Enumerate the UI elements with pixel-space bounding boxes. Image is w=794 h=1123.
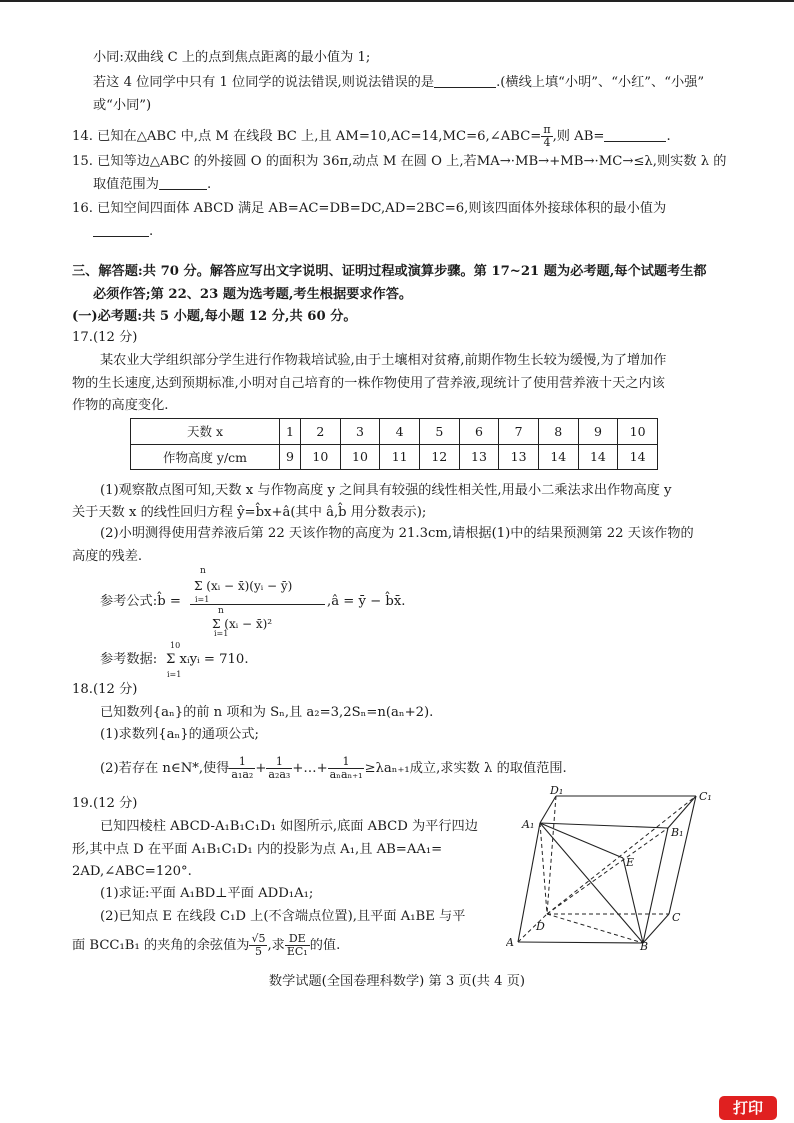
table-cell: 1 [280, 419, 301, 445]
table-row-height [131, 444, 658, 470]
table-cell: 9 [578, 419, 618, 445]
frac-den: EC₁ [286, 945, 308, 958]
q17-formula-fraction [190, 566, 325, 636]
formula-numerator: Σ (xᵢ − x̄)(yᵢ − ȳ) [194, 579, 293, 593]
q19-text-b: ,求 [267, 938, 285, 953]
table-cell: 4 [380, 419, 420, 445]
q19-line2: 形,其中点 D 在平面 A₁B₁C₁D₁ 内的投影为点 A₁,且 AB=AA₁= [72, 842, 443, 857]
q14-text-c: . [666, 129, 671, 144]
edge-d1a1 [540, 796, 556, 823]
table-cell: 10 [301, 444, 341, 470]
table-cell: 6 [459, 419, 499, 445]
section3-required-line: (一)必考题:共 5 小题,每小题 12 分,共 60 分。 [72, 309, 357, 324]
line-a1b [540, 823, 643, 943]
print-button[interactable]: 打印 [719, 1096, 777, 1120]
table-cell: 12 [419, 444, 459, 470]
question-14 [72, 124, 671, 149]
line-dc1-hidden [547, 796, 696, 914]
table-cell: 2 [301, 419, 341, 445]
q19-part1: (1)求证:平面 A₁BD⊥平面 ADD₁A₁; [100, 886, 314, 901]
q13-answer-blank [434, 73, 496, 88]
question-15-line2 [93, 175, 211, 195]
label-d: D [536, 920, 545, 933]
edge-d1d-hidden [547, 796, 556, 914]
q14-answer-blank [604, 127, 666, 142]
formula-den-sum-bottom: i=1 [214, 629, 229, 638]
table-cell: 14 [618, 444, 658, 470]
frac-den: 5 [254, 945, 262, 958]
q15-text-c: . [206, 177, 212, 192]
q19-number: 19.(12 分) [72, 796, 138, 811]
table-cell: 13 [499, 444, 539, 470]
q17-part1-line1: (1)观察散点图可知,天数 x 与作物高度 y 之间具有较强的线性相关性,用最小二乘法求出作物高度 y [100, 483, 672, 498]
q18-part2-text-b: ≥λaₙ₊₁成立,求实数 λ 的取值范围. [364, 761, 567, 776]
label-e: E [626, 856, 635, 869]
formula-denominator: Σ (xᵢ − x̄)² [212, 617, 273, 631]
edge-bc [643, 914, 669, 943]
q13-continuation-line2 [93, 73, 704, 93]
q18-fraction-1 [229, 756, 255, 781]
q17-refdata-value: Σ xᵢyᵢ = 710. [166, 652, 249, 667]
q19-part2-line1: (2)已知点 E 在线段 C₁D 上(不含端点位置),且平面 A₁BE 与平 [100, 909, 466, 924]
label-d1: D₁ [550, 786, 564, 797]
table-header-height: 作物高度 y/cm [131, 444, 280, 470]
q13-text-b: .(横线上填“小明”、“小红”、“小强” [496, 75, 705, 90]
table-row-days [131, 419, 658, 445]
q18-part2-text-a: (2)若存在 n∈N*,使得 [100, 761, 230, 776]
q17-data-table [130, 418, 658, 470]
q18-part2 [100, 753, 567, 785]
q14-text-a: 14. 已知在△ABC 中,点 M 在线段 BC 上,且 AM=10,AC=14,MC=6,∠ABC= [72, 129, 542, 144]
formula-num-sum-bottom: i=1 [195, 595, 210, 604]
q19-line1: 已知四棱柱 ABCD-A₁B₁C₁D₁ 如图所示,底面 ABCD 为平行四边 [100, 819, 478, 834]
q18-fraction-2 [266, 756, 292, 781]
table-cell: 5 [419, 419, 459, 445]
label-a1: A₁ [522, 818, 535, 831]
q17-part2-line2: 高度的残差. [72, 549, 143, 564]
line-a1d-hidden [540, 823, 547, 914]
refdata-sum-top: 10 [170, 641, 181, 650]
edge-b1b [643, 828, 668, 943]
q14-frac-num: π [543, 123, 551, 136]
frac-num: √5 [251, 932, 266, 945]
q17-intro-line3: 作物的高度变化. [72, 398, 169, 413]
label-a: A [506, 936, 514, 949]
frac-num: 1 [266, 756, 292, 769]
q18-dots: +…+ [292, 761, 328, 776]
q14-angle-fraction [541, 124, 552, 149]
table-cell: 10 [340, 444, 380, 470]
table-cell: 11 [380, 444, 420, 470]
line-eb [623, 858, 643, 943]
table-cell: 14 [538, 444, 578, 470]
q18-plus: + [255, 761, 267, 776]
table-cell: 7 [499, 419, 539, 445]
q15-text-b: 取值范围为 [93, 177, 159, 192]
q17-part1-line2: 关于天数 x 的线性回归方程 ŷ=b̂x+â(其中 â,b̂ 用分数表示); [72, 505, 427, 520]
q17-formula-label: 参考公式:b̂ = [100, 594, 181, 609]
q17-number: 17.(12 分) [72, 330, 138, 345]
top-rule [0, 0, 794, 2]
frac-num: 1 [229, 756, 255, 769]
edge-a1b1 [540, 823, 668, 828]
formula-fraction-bar [190, 604, 325, 605]
section3-heading-line2: 必须作答;第 22、23 题为选考题,考生根据要求作答。 [93, 287, 413, 302]
q13-text-a: 若这 4 位同学中只有 1 位同学的说法错误,则说法错误的是 [93, 75, 435, 90]
q15-answer-blank [159, 175, 207, 190]
question-16-line1: 16. 已知空间四面体 ABCD 满足 AB=AC=DB=DC,AD=2BC=6,则该四面体外接球体积的最小值为 [72, 201, 667, 216]
label-c1: C₁ [699, 790, 712, 803]
refdata-sum-bottom: i=1 [167, 670, 182, 679]
q19-cos-fraction [249, 933, 267, 958]
q19-text-c: 的值. [309, 938, 341, 953]
table-header-days: 天数 x [131, 419, 280, 445]
frac-num: DE [285, 933, 310, 946]
frac-den: a₁a₂ [231, 768, 254, 781]
formula-den-sum-top: n [218, 606, 224, 616]
q17-refdata-label: 参考数据: [100, 652, 158, 667]
table-cell: 14 [578, 444, 618, 470]
table-cell: 10 [618, 419, 658, 445]
q19-text-a: 面 BCC₁B₁ 的夹角的余弦值为 [72, 938, 250, 953]
q13-continuation-line1: 小同:双曲线 C 上的点到焦点距离的最小值为 1; [93, 50, 371, 65]
q17-formula-tail: ,â = ȳ − b̂x̄. [327, 594, 406, 609]
prism-figure [506, 786, 714, 950]
q19-line3: 2AD,∠ABC=120°. [72, 864, 192, 879]
q18-part1: (1)求数列{aₙ}的通项公式; [100, 727, 259, 742]
q19-part2-line2 [72, 932, 340, 960]
frac-den: a₂a₃ [268, 768, 291, 781]
formula-sum-top: n [200, 566, 206, 576]
label-b1: B₁ [671, 826, 684, 839]
label-b: B [640, 940, 649, 950]
q17-intro-line1: 某农业大学组织部分学生进行作物栽培试验,由于土壤相对贫瘠,前期作物生长较为缓慢,为了增加作 [100, 353, 667, 368]
question-15-line1: 15. 已知等边△ABC 的外接圆 O 的面积为 36π,动点 M 在圆 O 上,若MA→·MB→+MB→·MC→≤λ,则实数 λ 的 [72, 154, 727, 169]
q13-continuation-line3: 或“小同”) [93, 98, 152, 113]
q18-number: 18.(12 分) [72, 682, 138, 697]
q16-answer-blank [93, 222, 149, 237]
q19-ratio-fraction [285, 933, 310, 958]
question-16-line2 [93, 222, 153, 242]
q14-frac-den: 4 [543, 136, 551, 149]
table-cell: 3 [340, 419, 380, 445]
line-db-hidden [547, 914, 643, 943]
frac-num: 1 [328, 756, 365, 769]
table-cell: 9 [280, 444, 301, 470]
label-c: C [672, 911, 681, 924]
q17-intro-line2: 物的生长速度,达到预期标准,小明对自己培育的一株作物使用了营养液,现统计了使用营养液十天之内该 [72, 376, 665, 391]
q18-line1: 已知数列{aₙ}的前 n 项和为 Sₙ,且 a₂=3,2Sₙ=n(aₙ+2). [100, 705, 434, 720]
table-cell: 8 [538, 419, 578, 445]
section3-heading-line1: 三、解答题:共 70 分。解答应写出文字说明、证明过程或演算步骤。第 17~21 题为必考题,每个试题考生都 [72, 264, 707, 279]
page-footer: 数学试题(全国卷理科数学) 第 3 页(共 4 页) [268, 974, 526, 989]
q17-part2-line1: (2)小明测得使用营养液后第 22 天该作物的高度为 21.3cm,请根据(1)中的结果预测第 22 天该作物的 [100, 526, 694, 541]
q16-text-b: . [149, 224, 154, 239]
q14-text-b: ,则 AB= [552, 129, 605, 144]
frac-den: aₙaₙ₊₁ [329, 768, 363, 781]
table-cell: 13 [459, 444, 499, 470]
edge-ab [518, 942, 643, 943]
q18-fraction-3 [328, 756, 365, 781]
